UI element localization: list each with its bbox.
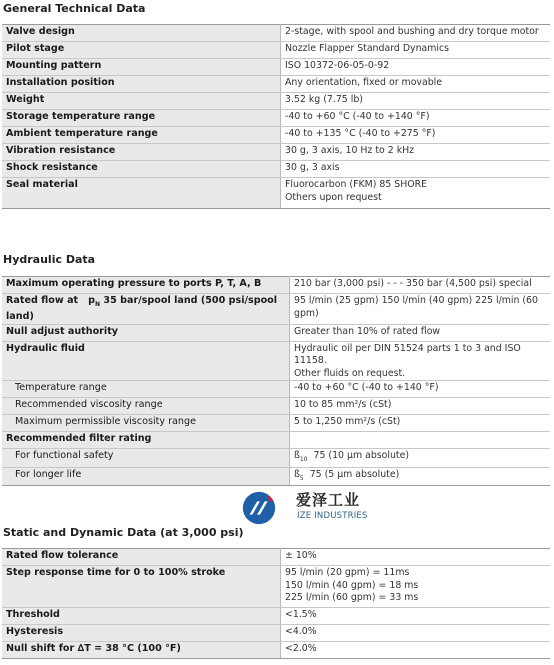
section-title-static: Static and Dynamic Data (at 3,000 psi) [3, 526, 244, 539]
value-line: Fluorocarbon (FKM) 85 SHORE [285, 179, 428, 190]
row-label: Temperature range [2, 381, 290, 398]
table-row [2, 467, 550, 485]
logo-name-en: IZE INDUSTRIES [297, 511, 368, 521]
row-value: -40 to +60 °C (-40 to +140 °F) [290, 381, 551, 398]
row-value: -40 to +135 °C (-40 to +275 °F) [281, 127, 551, 144]
table-row [2, 76, 550, 93]
row-label: Ambient temperature range [2, 127, 281, 144]
row-label: Maximum operating pressure to ports P, T, A, B [2, 277, 290, 294]
value-text: 75 (5 µm absolute) [309, 468, 400, 480]
row-label: Hydraulic fluid [2, 341, 290, 381]
row-value: -40 to +60 °C (-40 to +140 °F) [281, 110, 551, 127]
row-label: Threshold [2, 608, 281, 625]
row-label: Hysteresis [2, 625, 281, 642]
table-row [2, 127, 550, 144]
table-row [2, 25, 550, 42]
table-row [2, 277, 550, 294]
value-line: 95 l/min (20 gpm) = 11ms [285, 567, 410, 578]
table-row [2, 144, 550, 161]
row-label: Mounting pattern [2, 59, 281, 76]
row-label: Rated flow tolerance [2, 549, 281, 566]
row-value: 95 l/min (25 gpm) 150 l/min (40 gpm) 225 l/min (60 gpm) [290, 294, 551, 325]
logo-name-cn: 爱泽工业 [296, 491, 361, 509]
row-label: Valve design [2, 25, 281, 42]
row-value: ISO 10372-06-05-0-92 [281, 59, 551, 76]
row-value [290, 467, 551, 485]
row-value: 10 to 85 mm²/s (cSt) [290, 398, 551, 415]
table-row [2, 324, 550, 341]
row-value [290, 432, 551, 449]
row-label: Recommended viscosity range [2, 398, 290, 415]
table-row [2, 161, 550, 178]
table-row [2, 608, 550, 625]
label-text: 35 bar/spool land (500 psi/spool land) [6, 295, 278, 323]
beta-symbol: ß [294, 468, 300, 480]
section-title-hydraulic: Hydraulic Data [3, 253, 96, 266]
label-text: Rated flow at [6, 295, 79, 306]
pressure-subscript: N [95, 300, 101, 308]
table-row [2, 642, 550, 659]
row-label: Weight [2, 93, 281, 110]
table-row [2, 398, 550, 415]
value-line: Hydraulic oil per DIN 51524 parts 1 to 3 and ISO 11158. [294, 342, 521, 367]
row-value: <1.5% [281, 608, 551, 625]
value-line: Other fluids on request. [294, 367, 406, 379]
row-label [2, 294, 290, 325]
beta-subscript: 10 [299, 456, 308, 464]
table-row [2, 59, 550, 76]
row-value: 30 g, 3 axis [281, 161, 551, 178]
row-label: Installation position [2, 76, 281, 93]
table-row [2, 625, 550, 642]
row-value [281, 566, 551, 608]
section-title-general: General Technical Data [3, 2, 146, 15]
row-value: Nozzle Flapper Standard Dynamics [281, 42, 551, 59]
row-value: <4.0% [281, 625, 551, 642]
table-row [2, 432, 550, 449]
row-value [290, 449, 551, 467]
row-value: <2.0% [281, 642, 551, 659]
row-label: Maximum permissible viscosity range [2, 415, 290, 432]
value-text: 75 (10 µm absolute) [313, 450, 410, 462]
row-label: Vibration resistance [2, 144, 281, 161]
row-label: Null shift for ∆T = 38 °C (100 °F) [2, 642, 281, 659]
row-value [290, 341, 551, 381]
table-row [2, 566, 550, 608]
table-row [2, 449, 550, 467]
table-row [2, 549, 550, 566]
beta-subscript: 5 [299, 474, 304, 482]
row-label: Storage temperature range [2, 110, 281, 127]
row-label: Step response time for 0 to 100% stroke [2, 566, 281, 608]
row-label: For longer life [2, 467, 290, 485]
pressure-symbol: p [88, 295, 96, 306]
row-label: Null adjust authority [2, 324, 290, 341]
row-label: Shock resistance [2, 161, 281, 178]
beta-symbol: ß [294, 450, 300, 462]
row-value: 30 g, 3 axis, 10 Hz to 2 kHz [281, 144, 551, 161]
row-value: Greater than 10% of rated flow [290, 324, 551, 341]
hydraulic-data-table [2, 276, 550, 486]
row-label: Seal material [2, 178, 281, 209]
table-row [2, 381, 550, 398]
row-value: Any orientation, fixed or movable [281, 76, 551, 93]
table-row [2, 415, 550, 432]
row-value [281, 178, 551, 209]
table-row [2, 110, 550, 127]
row-value: 2-stage, with spool and bushing and dry torque motor [281, 25, 551, 42]
value-line: 150 l/min (40 gpm) = 18 ms [285, 579, 419, 591]
row-value: 5 to 1,250 mm²/s (cSt) [290, 415, 551, 432]
static-data-table [2, 548, 550, 659]
table-row [2, 294, 550, 325]
row-label: For functional safety [2, 449, 290, 467]
value-line: Others upon request [285, 191, 382, 203]
value-line: 225 l/min (60 gpm) = 33 ms [285, 592, 419, 603]
table-row [2, 178, 550, 209]
table-row [2, 42, 550, 59]
row-label: Pilot stage [2, 42, 281, 59]
ize-logo-icon [240, 489, 278, 527]
table-row [2, 341, 550, 381]
row-value: ± 10% [281, 549, 551, 566]
row-value: 3.52 kg (7.75 lb) [281, 93, 551, 110]
table-row [2, 93, 550, 110]
general-data-table [2, 24, 550, 209]
row-value: 210 bar (3,000 psi) - - - 350 bar (4,500 psi) special [290, 277, 551, 294]
row-label: Recommended filter rating [2, 432, 290, 449]
